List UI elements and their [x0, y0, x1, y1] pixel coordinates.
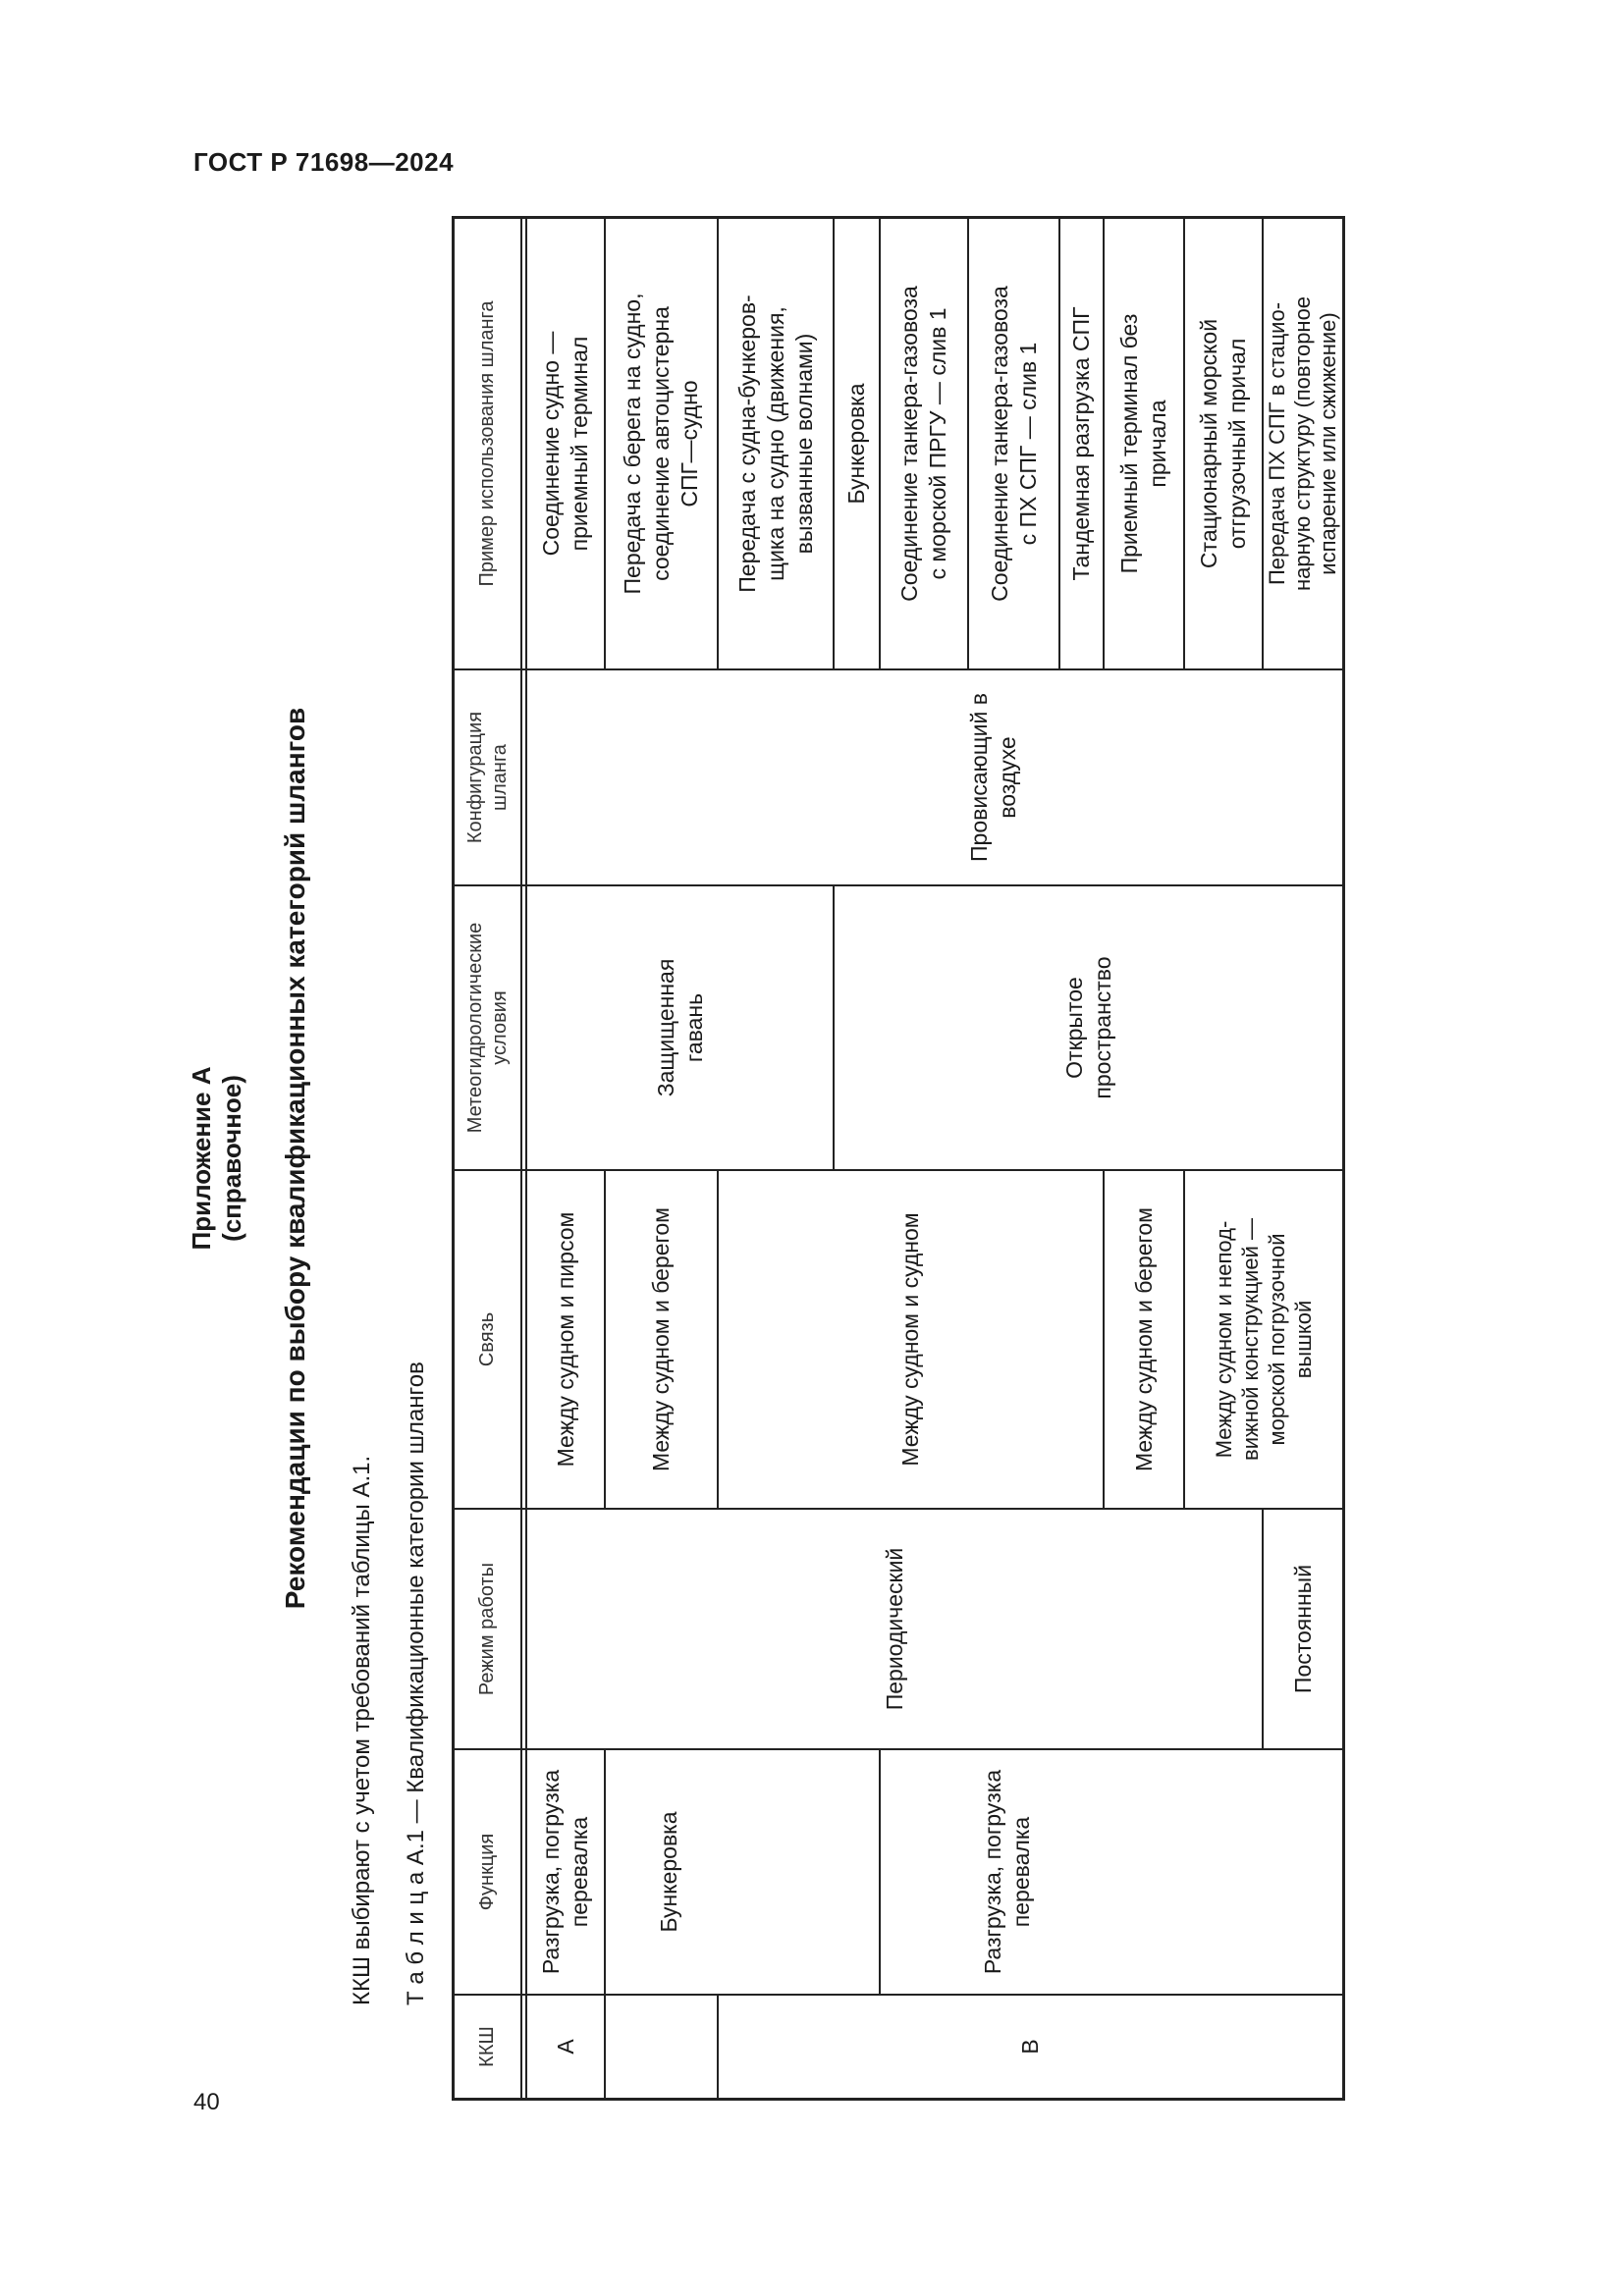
example-6: Соединение танкера-газовоза с ПХ СПГ — слив 1 — [986, 286, 1041, 602]
kksh-b: В — [1017, 2039, 1043, 2055]
header-function: Функция — [476, 1833, 498, 1911]
conditions-open: Открытое пространство — [1060, 956, 1115, 1099]
connection-ship-pier: Между судном и пирсом — [552, 1211, 578, 1468]
qualification-table — [452, 216, 1345, 2101]
example-1: Соединение судно — приемный терминал — [538, 331, 592, 557]
appendix-title: Приложение А — [187, 1066, 216, 1251]
config-sagging: Провисающий в воздухе — [966, 693, 1020, 862]
conditions-harbor: Защищенная гавань — [652, 958, 707, 1097]
kksh-a: А — [552, 2039, 578, 2055]
connection-ship-ship: Между судном и судном — [897, 1212, 923, 1467]
header-kksh: ККШ — [476, 2026, 498, 2067]
mode-constant: Постоянный — [1289, 1564, 1316, 1694]
example-2: Передача с берега на судно, соединение автоцистерна СПГ—судно — [620, 293, 702, 595]
example-9: Стационарный морской отгрузочный причал — [1196, 318, 1250, 569]
section-title: Рекомендации по выбору квалификационных категорий шлангов — [280, 707, 310, 1610]
appendix-heading — [187, 216, 247, 2101]
header-conditions: Метеогидрологические условия — [463, 922, 511, 1134]
function-bunker: Бункеровка — [656, 1811, 681, 1933]
example-8: Приемный терминал без причала — [1116, 313, 1170, 574]
page-number: 40 — [193, 2089, 220, 2115]
header-mode: Режим работы — [476, 1562, 498, 1696]
function-unload-a: Разгрузка, погрузка перевалка — [538, 1769, 592, 1975]
connection-ship-shore-1: Между судном и берегом — [648, 1207, 674, 1472]
example-5: Соединение танкера-газовоза с морской ПРГУ — слив 1 — [896, 286, 950, 602]
header-config: Конфигурация шланга — [463, 711, 511, 844]
table-caption: Т а б л и ц а А.1 — Квалификационные категории шлангов — [403, 1362, 429, 2005]
appendix-subtitle: (справочное) — [217, 1075, 246, 1242]
function-unload-b: Разгрузка, погрузка перевалка — [980, 1769, 1034, 1975]
connection-ship-shore-2: Между судном и берегом — [1130, 1207, 1157, 1472]
header-connection: Связь — [476, 1311, 498, 1367]
connection-ship-fixed: Между судном и непод- вижной конструкцией — морской погрузочной вышкой — [1212, 1218, 1316, 1461]
mode-periodic: Периодический — [881, 1547, 907, 1711]
example-4: Бункеровка — [843, 383, 869, 505]
document-code: ГОСТ Р 71698—2024 — [193, 147, 455, 177]
header-example: Пример использования шланга — [476, 300, 498, 587]
example-10: Передача ПХ СПГ в стацио- нарную структуру (повторное испарение или сжижение) — [1265, 295, 1340, 592]
example-7: Тандемная разгрузка СПГ — [1068, 306, 1094, 581]
rotated-appendix-block — [177, 216, 1355, 2101]
intro-text: ККШ выбирают с учетом требований таблицы А.1. — [349, 1455, 375, 2005]
example-3: Передача с судна-бункеров- щика на судно (движения, вызванные волнами) — [733, 294, 817, 593]
